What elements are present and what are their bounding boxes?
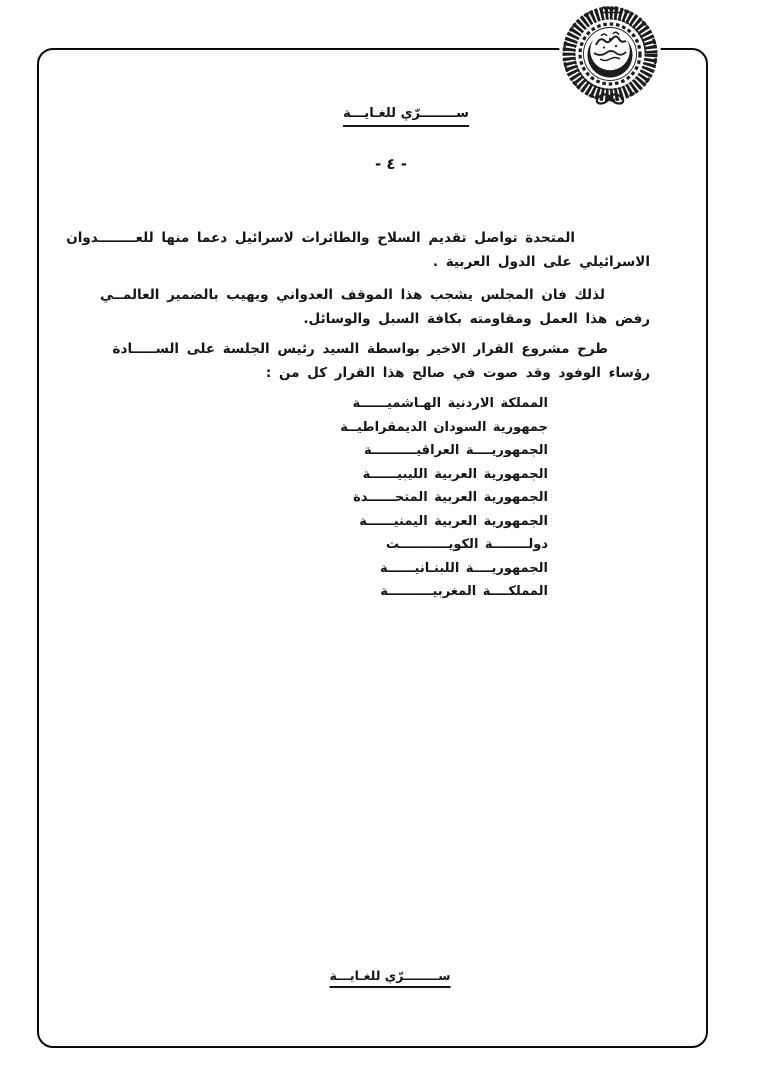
country-row: دولــــــــة الكويـــــــــــت <box>385 537 548 552</box>
paragraph-line: طرح مشروع القرار الاخير بواسطة السيد رئيس الجلسة على الســـــادة <box>112 341 608 357</box>
country-row: المملكــــة المغربيــــــــــة <box>380 584 548 599</box>
country-row: جمهورية السودان الديمقراطيــة <box>340 419 548 435</box>
page-number: - ٤ - <box>374 155 408 173</box>
arab-league-emblem-icon <box>557 2 663 108</box>
classification-header: ســــــــرّي للغـايـــة <box>343 106 469 127</box>
paragraph-line: رفض هذا العمل ومقاومته بكافة السبل والوسائل. <box>303 311 650 327</box>
country-row: الجمهوريــــة العراقيــــــــــة <box>363 443 548 458</box>
paragraph-line: المتحدة تواصل تقديم السلاح والطائرات لاسرائيل دعما منها للعــــــــدوان <box>66 230 575 246</box>
paragraph-3 <box>88 337 650 385</box>
paragraph-1 <box>66 226 650 274</box>
country-row: المملكة الاردنية الهـاشميــــــة <box>352 396 548 411</box>
paragraph-line: لذلك فان المجلس يشجب هذا الموقف العدواني ويهيب بالضمير العالمــي <box>100 287 605 303</box>
country-row: الجمهورية العربية اليمنيــــــة <box>359 513 548 529</box>
classification-footer: ســــــــرّي للغـايـــة <box>330 968 451 988</box>
country-row: الجمهورية العربية الليبيــــــة <box>362 466 548 482</box>
paragraph-line: الاسرائيلي على الدول العربية . <box>432 254 650 270</box>
country-row: الجمهورية العربية المتحــــــدة <box>353 490 548 505</box>
country-row: الجمهوريــــة اللبنـانيــــــة <box>379 560 548 576</box>
paragraph-line: رؤساء الوفود وقد صوت في صالح هذا القرار كل من : <box>265 365 650 381</box>
voting-country-list <box>340 392 548 604</box>
paragraph-2 <box>88 283 650 331</box>
